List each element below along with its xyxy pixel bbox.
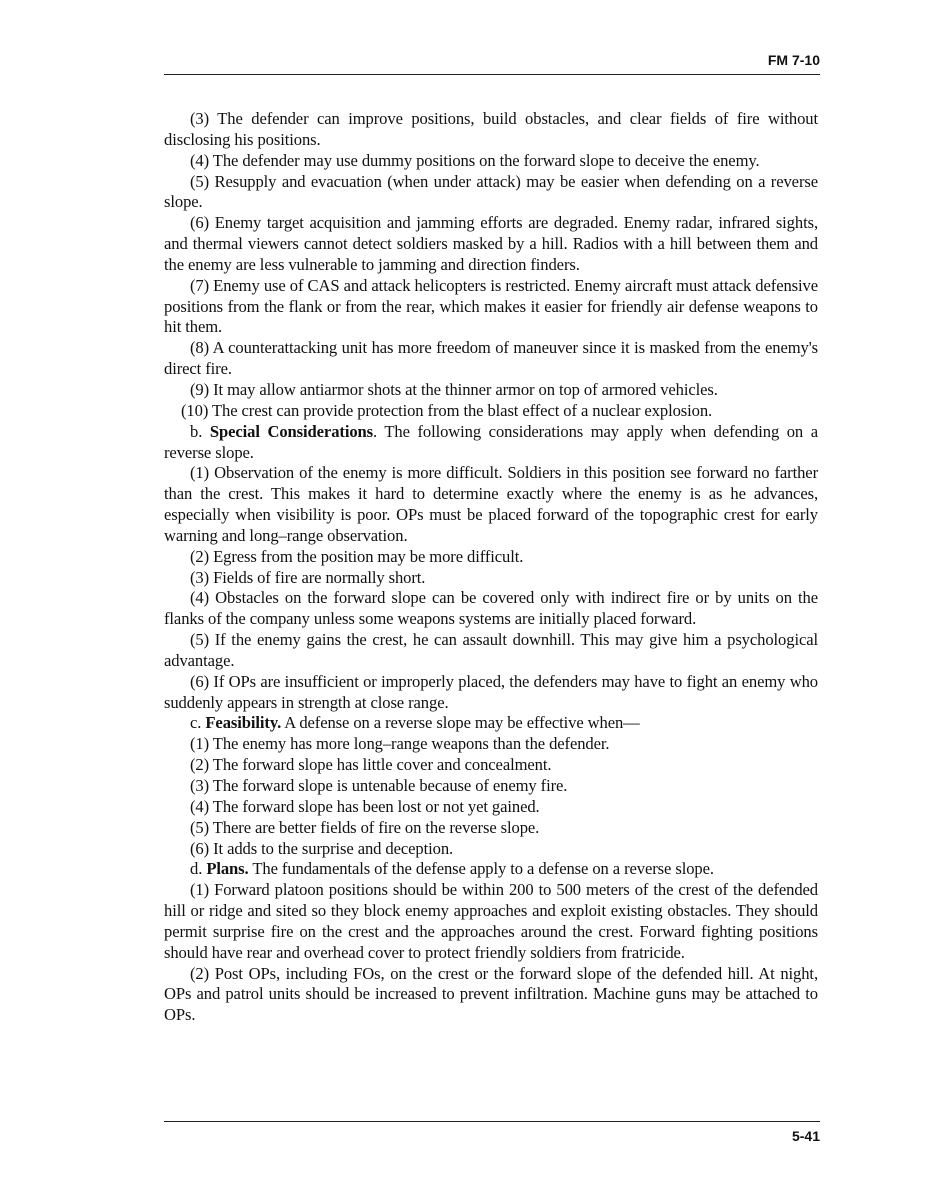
paragraph: (4) The forward slope has been lost or not yet gained.	[190, 796, 540, 816]
paragraph: (4) The defender may use dummy positions on the forward slope to deceive the enemy.	[190, 150, 760, 170]
section-label: d.	[190, 859, 203, 879]
section-heading: Feasibility.	[205, 713, 282, 733]
footer-rule	[164, 1121, 820, 1122]
paragraph: (6) Enemy target acquisition and jamming efforts are degraded. Enemy radar, infrared sights, and thermal viewers cannot detect soldiers masked by a hill. Radios with a hill between them and the enemy are less vulnerable to jamming and direction finders.	[164, 213, 818, 274]
paragraph: (4) Obstacles on the forward slope can be covered only with indirect fire or by units on the flanks of the company unless some weapons systems are initially placed forward.	[164, 588, 818, 629]
body-text	[164, 109, 818, 1026]
paragraph: (2) Egress from the position may be more difficult.	[190, 546, 524, 566]
manual-id-header: FM 7-10	[767, 52, 820, 68]
paragraph: (3) The forward slope is untenable because of enemy fire.	[190, 776, 568, 795]
section-c-paragraph: c. Feasibility. A defense on a reverse slope may be effective when—	[190, 713, 640, 733]
section-heading: Special Considerations	[209, 421, 374, 441]
paragraph: (1) Forward platoon positions should be within 200 to 500 meters of the crest of the defended hill or ridge and sited so they block enemy approaches and exploit existing obstacles. They should permit surprise fire on the crest and the approaches around the crest. Forward fighting positions should have rear and overhead cover to protect friendly soldiers from fratricide.	[164, 880, 818, 962]
paragraph: (3) Fields of fire are normally short.	[190, 567, 426, 587]
paragraph: (6) It adds to the surprise and deception.	[190, 838, 454, 858]
paragraph: (5) If the enemy gains the crest, he can assault downhill. This may give him a psychological advantage.	[164, 630, 818, 670]
paragraph: (2) The forward slope has little cover and concealment.	[190, 755, 552, 775]
paragraph: (1) Observation of the enemy is more difficult. Soldiers in this position see forward no farther than the crest. This makes it hard to determine exactly where the enemy is as he advances, especially when visibility is poor. OPs must be placed forward of the topographic crest for early warning and long–range observation.	[164, 463, 818, 545]
paragraph: (1) The enemy has more long–range weapons than the defender.	[190, 734, 610, 754]
paragraph: (7) Enemy use of CAS and attack helicopters is restricted. Enemy aircraft must attack defensive positions from the flank or from the rear, which makes it easier for friendly air defense weapons to hit them.	[164, 275, 818, 337]
section-heading: Plans.	[206, 859, 249, 879]
paragraph: (5) There are better fields of fire on the reverse slope.	[190, 817, 540, 837]
paragraph: (6) If OPs are insufficient or improperly placed, the defenders may have to fight an enemy who suddenly appears in strength at close range.	[164, 671, 818, 712]
section-d-paragraph: d. Plans. The fundamentals of the defense apply to a defense on a reverse slope.	[190, 859, 714, 879]
paragraph: (9) It may allow antiarmor shots at the thinner armor on top of armored vehicles.	[190, 379, 718, 399]
header-rule	[164, 74, 820, 75]
section-b-paragraph: b. Special Considerations. The following considerations may apply when defending on a reverse slope.	[164, 421, 818, 462]
section-label: c.	[190, 713, 202, 733]
paragraph: (8) A counterattacking unit has more freedom of maneuver since it is masked from the enemy's direct fire.	[164, 338, 818, 379]
paragraph: (10) The crest can provide protection from the blast effect of a nuclear explosion.	[181, 400, 713, 420]
paragraph: (5) Resupply and evacuation (when under attack) may be easier when defending on a reverse slope.	[164, 171, 818, 212]
page-number-footer: 5-41	[791, 1128, 820, 1144]
section-label: b.	[190, 421, 203, 441]
paragraph: (3) The defender can improve positions, build obstacles, and clear fields of fire without disclosing his positions.	[164, 109, 818, 149]
paragraph: (2) Post OPs, including FOs, on the crest or the forward slope of the defended hill. At night, OPs and patrol units should be increased to prevent infiltration. Machine guns may be attached to OPs.	[164, 963, 818, 1025]
